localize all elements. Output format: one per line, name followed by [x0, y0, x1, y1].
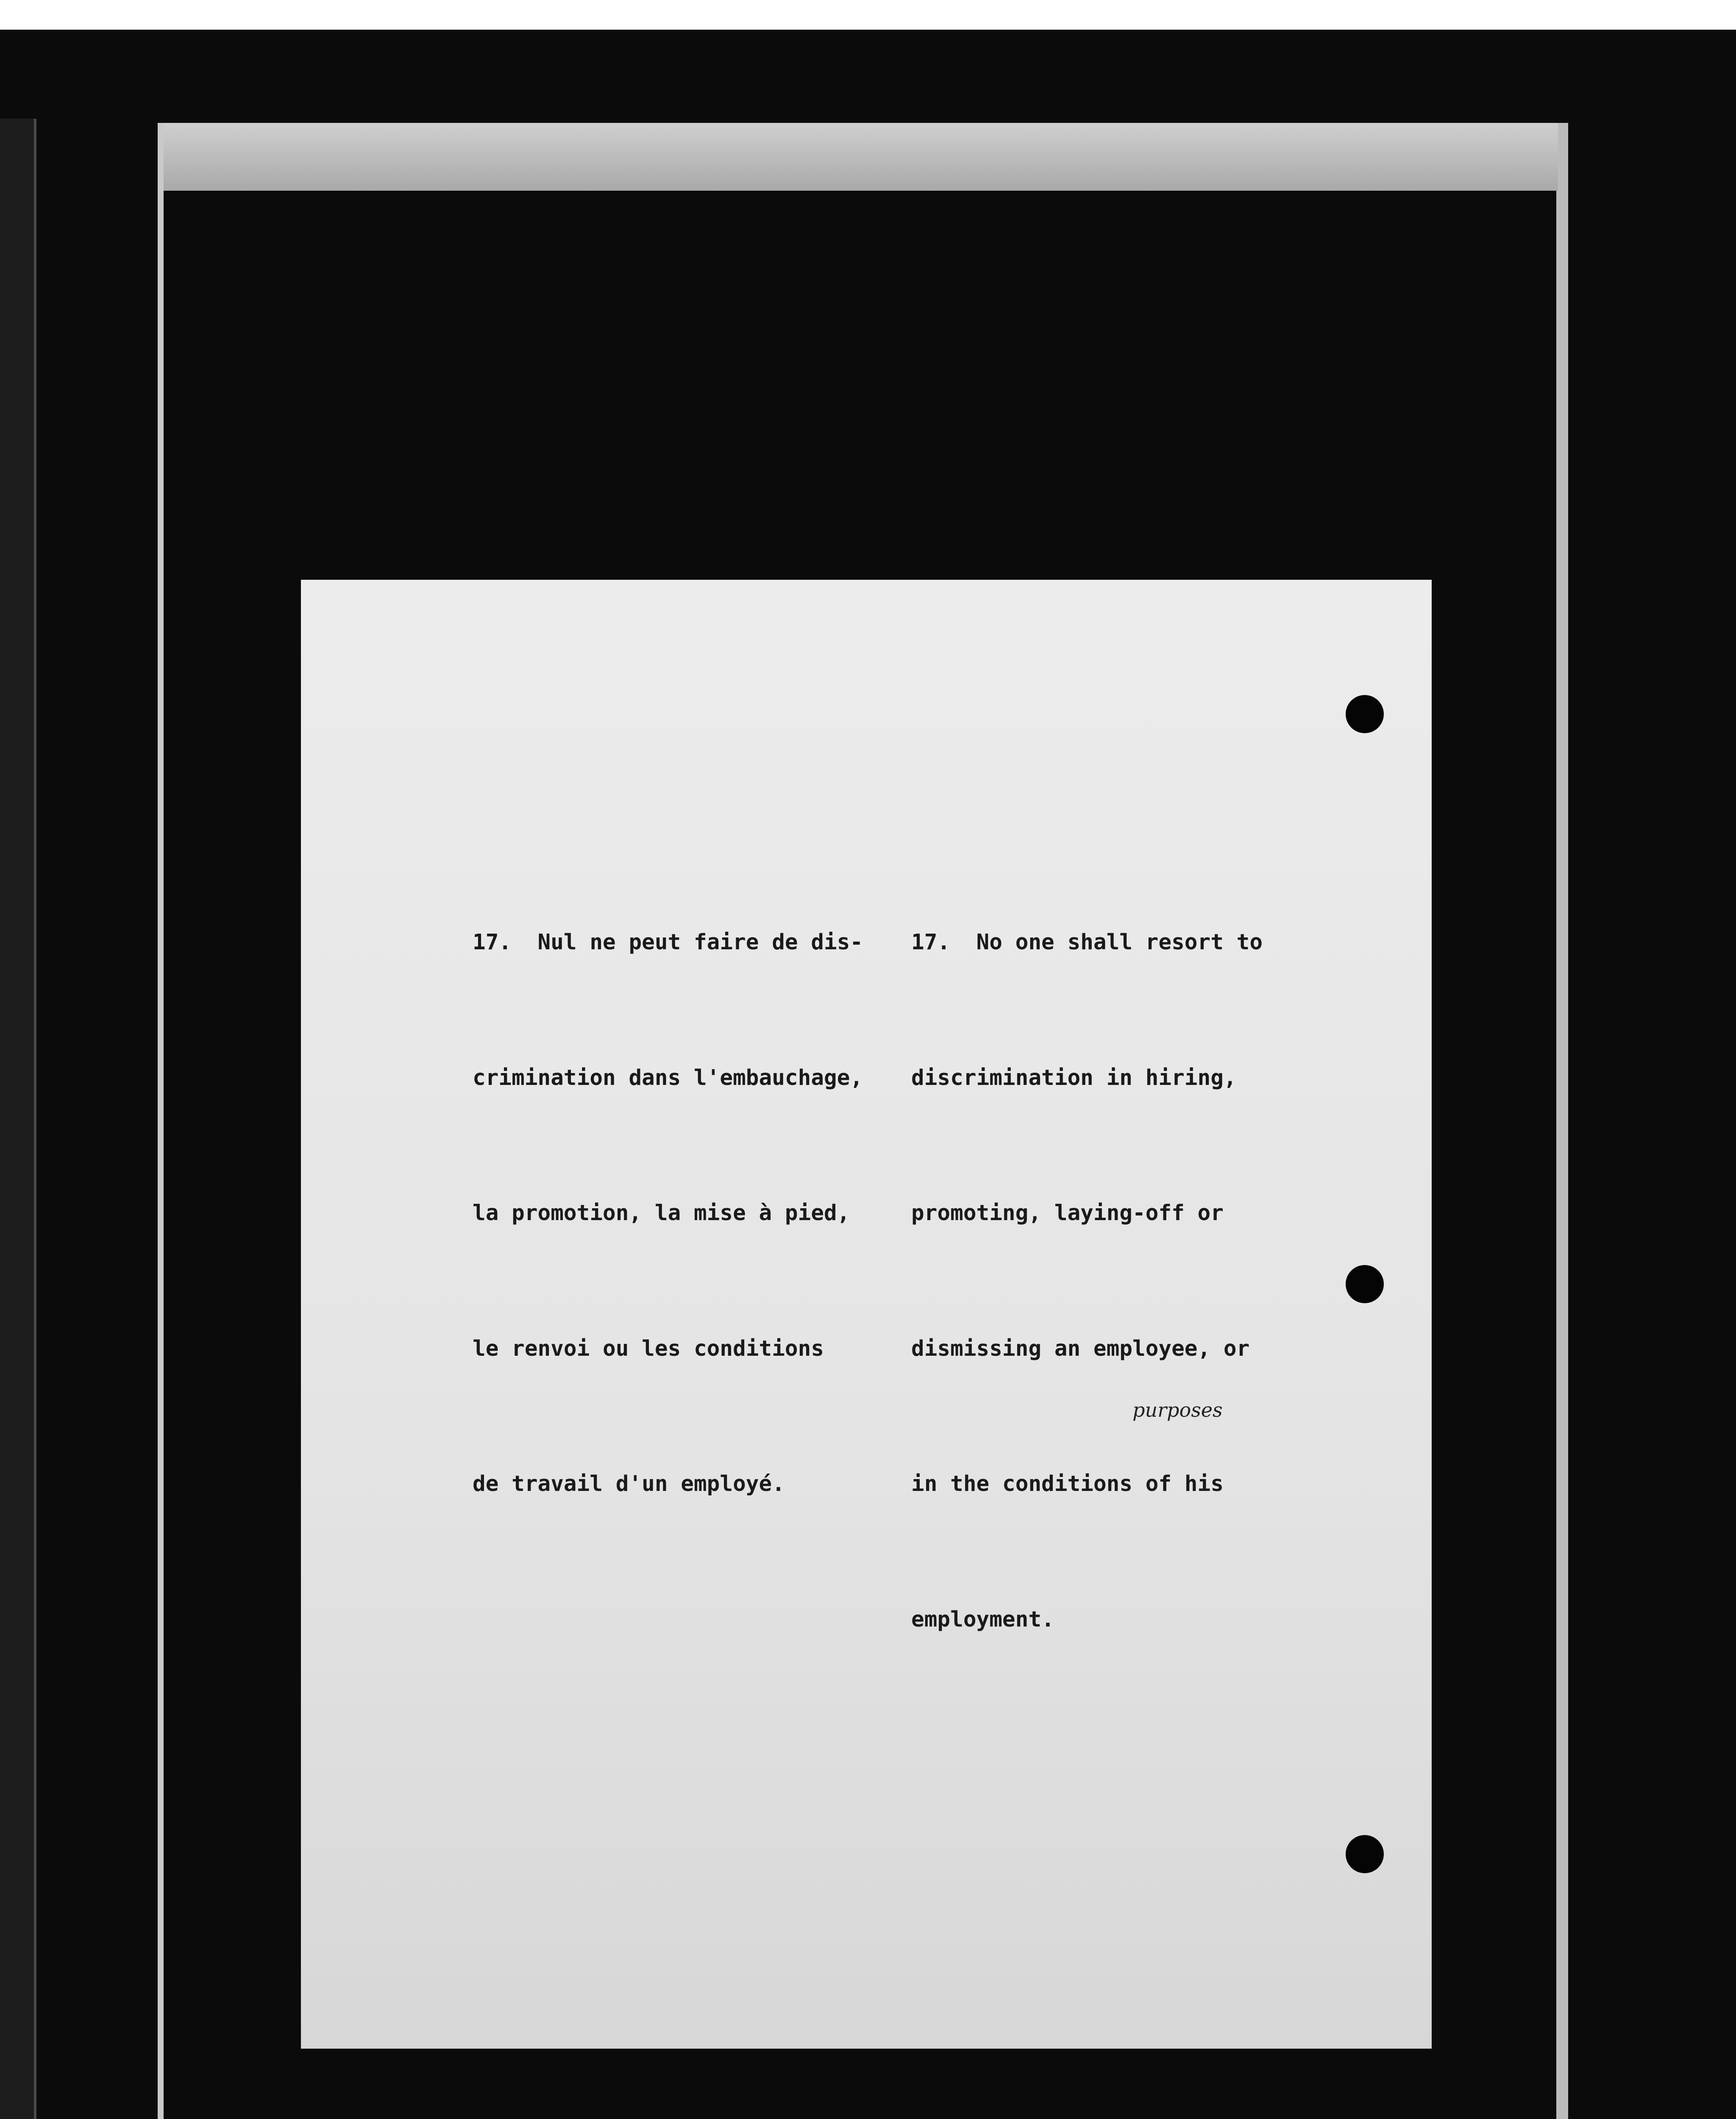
- french-paragraph-2: [473, 2094, 876, 2119]
- punch-hole-bottom: [1346, 1835, 1384, 1873]
- text-line: la promotion, la mise à pied,: [473, 1201, 850, 1226]
- text-line: de travail d'un employé.: [473, 1471, 785, 1496]
- film-edge-left: [158, 123, 164, 2119]
- text-line: promoting, laying-off or: [911, 1201, 1224, 1226]
- handwritten-correction: purposes: [1132, 1399, 1223, 1421]
- french-paragraph-1: [473, 830, 876, 1597]
- text-line: dismissing an employee, or: [911, 1336, 1250, 1361]
- text-line: in the conditions of his: [911, 1471, 1224, 1496]
- english-column: [911, 740, 1288, 2119]
- text-line: employment.: [911, 1607, 1054, 1632]
- punch-hole-middle: [1346, 1265, 1384, 1303]
- text-line: 17. Nul ne peut faire de dis-: [473, 930, 863, 955]
- text-line: crimination dans l'embauchage,: [473, 1065, 863, 1090]
- adjacent-frame-strip: [0, 119, 36, 2119]
- english-paragraph-2: [911, 2094, 1288, 2119]
- text-line: 17. No one shall resort to: [911, 930, 1263, 955]
- punch-hole-top: [1346, 695, 1384, 733]
- text-line: discrimination in hiring,: [911, 1065, 1237, 1090]
- film-top-band: [164, 123, 1558, 191]
- french-column: [473, 740, 876, 2119]
- english-paragraph-1: [911, 830, 1288, 1732]
- film-edge-right: [1556, 123, 1568, 2119]
- text-line: le renvoi ou les conditions: [473, 1336, 824, 1361]
